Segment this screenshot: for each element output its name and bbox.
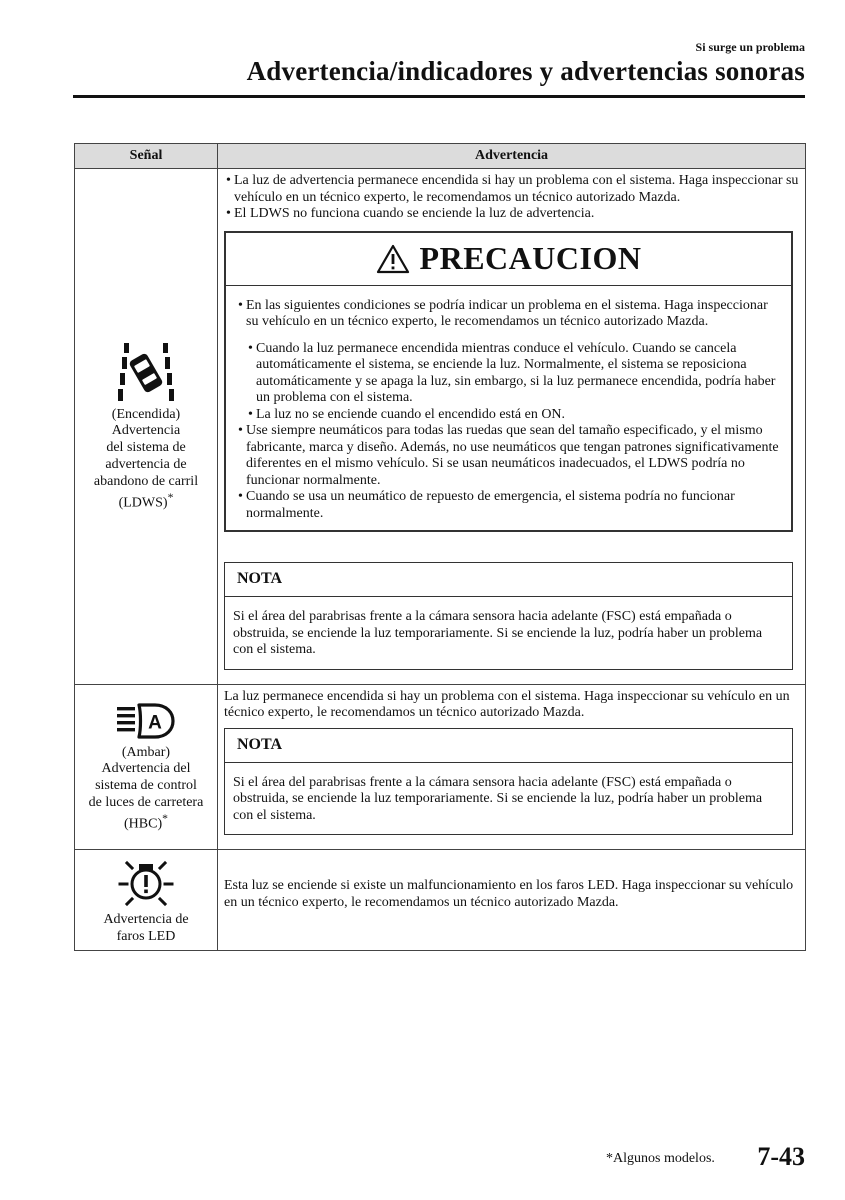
signal-label-line: advertencia de bbox=[105, 457, 187, 472]
note-box bbox=[224, 562, 793, 669]
signal-label-line: de luces de carretera bbox=[88, 794, 204, 810]
signal-cell-led bbox=[75, 850, 218, 951]
bullet-text: La luz no se enciende cuando el encendido está en ON. bbox=[256, 406, 566, 422]
warning-text: La luz permanece encendida si hay un problema con el sistema. Haga inspeccionar su vehículo en un técnico experto, le recomendamos un técnico autorizado Mazda. bbox=[224, 688, 790, 721]
signal-label-line: del sistema de bbox=[106, 440, 186, 456]
warning-text: Esta luz se enciende si existe un malfuncionamiento en los faros LED. Haga inspeccionar su vehículo en un técnico experto, le recomendamos un técnico autorizado Mazda. bbox=[224, 878, 794, 910]
caution-title: PRECAUCION bbox=[419, 239, 642, 276]
bullet-text: En las siguientes condiciones se podría indicar un problema en el sistema. Haga inspeccionar su vehículo en un técnico experto, le recomendamos un técnico autorizado Mazda. bbox=[246, 297, 768, 330]
signal-cell-ldws bbox=[75, 169, 218, 685]
caution-lead: • En las siguientes condiciones se podría indicar un problema en el sistema. Haga inspeccionar su vehículo en un técnico experto, le recomendamos un técnico autorizado Mazda. bbox=[238, 297, 768, 330]
warning-triangle-icon bbox=[376, 244, 410, 274]
list-item: • Use siempre neumáticos para todas las ruedas que sean del tamaño especificado, y el mismo fabricante, marca y diseño. Además, no use neumáticos que tengan patrones significativamente diferentes en el mismo vehículo. Si se usan neumáticos inadecuados, el LDWS podría no funcionar normalmente. bbox=[238, 423, 779, 488]
bullet-text: El LDWS no funciona cuando se enciende la luz de advertencia. bbox=[234, 206, 595, 222]
led-headlight-warning-icon bbox=[115, 854, 177, 908]
header-divider bbox=[73, 95, 805, 98]
column-header-warning: Advertencia bbox=[218, 144, 806, 169]
note-title: NOTA bbox=[225, 563, 792, 597]
signal-label-line: (Ambar) bbox=[121, 744, 171, 760]
column-header-signal: Señal bbox=[75, 144, 218, 169]
list-item: • Cuando la luz permanece encendida mientras conduce el vehículo. Cuando se cancela automáticamente el sistema, se enciende la luz. Normalmente, el sistema se reposiciona automáticamente y se apaga la luz, sin embargo, si la luz permanece encendida, podría haber un problema con el sistema. bbox=[248, 340, 776, 406]
table-header-row bbox=[75, 144, 806, 169]
table-row-led bbox=[75, 850, 806, 951]
signal-label-line: sistema de control bbox=[95, 778, 197, 794]
page-title: Advertencia/indicadores y advertencias sonoras bbox=[246, 56, 805, 86]
caution-body bbox=[226, 286, 791, 531]
bullet-text: La luz de advertencia permanece encendida si hay un problema con el sistema. Haga inspeccionar su vehículo en un técnico experto, le recomendamos un técnico autorizado Mazda. bbox=[234, 173, 799, 205]
warning-cell-led bbox=[218, 850, 806, 951]
table-row-ldws bbox=[75, 169, 806, 685]
signal-label-line: abandono de carril bbox=[93, 473, 199, 489]
signal-label-line: faros LED bbox=[116, 928, 176, 944]
lane-departure-warning-icon bbox=[116, 341, 176, 403]
list-item: • Cuando se usa un neumático de repuesto de emergencia, el sistema podría no funcionar normalmente. bbox=[238, 489, 735, 521]
bullet-text: Cuando la luz permanece encendida mientras conduce el vehículo. Cuando se cancela automáticamente el sistema, se enciende la luz. Normalmente, el sistema se reposiciona automáticamente y se apaga la luz, sin embargo, si la luz permanece encendida, podría haber un problema con el sistema. bbox=[256, 340, 776, 406]
footnote-marker: * bbox=[162, 811, 168, 825]
table-row-hbc bbox=[75, 684, 806, 849]
list-item: • La luz no se enciende cuando el encendido está en ON. bbox=[248, 406, 566, 422]
svg-text:A: A bbox=[148, 712, 162, 734]
caution-box bbox=[224, 231, 793, 533]
caution-sub-list bbox=[236, 341, 783, 424]
signal-label-text: (HBC) bbox=[124, 816, 163, 832]
signal-label-line: (Encendida) bbox=[111, 406, 181, 422]
signal-label-line bbox=[77, 812, 215, 833]
footnote: *Algunos modelos. bbox=[606, 1151, 715, 1166]
note-text: Si el área del parabrisas frente a la cámara sensora hacia adelante (FSC) está empañada o obstruida, se enciende la luz temporariamente. Si se enciende la luz, podría haber un problema con el sistema. bbox=[233, 774, 763, 823]
signal-label-line: Advertencia del bbox=[101, 761, 191, 777]
caution-header bbox=[226, 233, 791, 286]
page-number: 7-43 bbox=[757, 1142, 805, 1171]
footnote-marker: * bbox=[167, 490, 174, 504]
note-title: NOTA bbox=[225, 729, 792, 763]
list-item: • La luz de advertencia permanece encendida si hay un problema con el sistema. Haga inspeccionar su vehículo en un técnico experto, le recomendamos un técnico autorizado Mazda. bbox=[226, 173, 799, 205]
signal-cell-hbc bbox=[75, 684, 218, 849]
note-box bbox=[224, 728, 793, 835]
section-name: Si surge un problema bbox=[695, 40, 805, 54]
warning-cell-hbc bbox=[218, 684, 806, 849]
warning-cell-ldws bbox=[218, 169, 806, 685]
note-text: Si el área del parabrisas frente a la cámara sensora hacia adelante (FSC) está empañada o obstruida, se enciende la luz temporariamente. Si se enciende la luz, podría haber un problema con el sistema. bbox=[233, 609, 763, 658]
signal-label-line bbox=[77, 491, 215, 512]
signal-label-line: Advertencia bbox=[111, 423, 181, 439]
bullet-text: Use siempre neumáticos para todas las ruedas que sean del tamaño especificado, y el mismo fabricante, marca y diseño. Además, no use neumáticos que tengan patrones significativamente diferentes en el mismo vehículo. Si se usan neumáticos inadecuados, el LDWS podría no funcionar normalmente. bbox=[246, 423, 779, 488]
signal-label-line: Advertencia de bbox=[103, 912, 189, 928]
auto-high-beam-icon bbox=[115, 701, 177, 741]
signal-label-text: (LDWS) bbox=[118, 495, 168, 511]
bullet-text: Cuando se usa un neumático de repuesto de emergencia, el sistema podría no funcionar normalmente. bbox=[246, 489, 735, 521]
list-item: • El LDWS no funciona cuando se enciende la luz de advertencia. bbox=[226, 206, 595, 222]
warning-table bbox=[74, 143, 806, 951]
